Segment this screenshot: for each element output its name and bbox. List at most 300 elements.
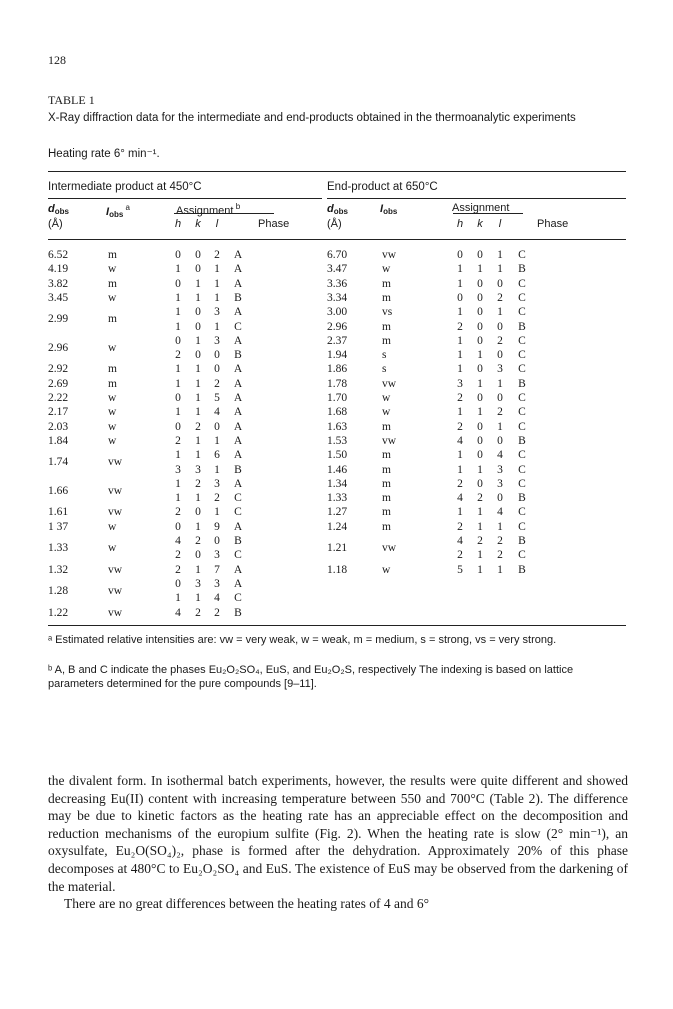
left-index-value: 1 (175, 263, 181, 276)
right-index-value: 1 (457, 506, 463, 519)
left-index-value: 1 (195, 434, 201, 447)
right-d-value: 1.86 (327, 363, 348, 376)
left-intensity-value: vw (108, 563, 123, 576)
left-index-value: 3 (214, 334, 220, 347)
right-intensity-value: m (382, 463, 391, 476)
d-unit: (Å) (48, 218, 63, 230)
left-index-value: 0 (214, 363, 220, 376)
i-superscript: a (123, 203, 130, 212)
right-d-value: 3.34 (327, 291, 348, 304)
right-phase-value: B (518, 492, 526, 505)
right-phase-value: C (518, 406, 526, 419)
left-phase-value: C (234, 492, 242, 505)
left-index-value: 1 (195, 363, 201, 376)
right-intensity-value: m (382, 277, 391, 290)
left-d-value: 1.61 (48, 506, 69, 519)
left-intensity-value: w (108, 291, 117, 304)
i-symbol: I (380, 203, 384, 215)
right-intensity-value: m (382, 506, 391, 519)
left-index-value: 3 (214, 549, 220, 562)
left-intensity-value: vw (108, 456, 123, 469)
left-intensity-value: vw (108, 585, 123, 598)
left-d-value: 1.74 (48, 456, 69, 469)
left-index-value: 4 (214, 406, 220, 419)
left-index-value: 3 (175, 463, 181, 476)
d-subscript: obs (54, 207, 69, 216)
right-intensity-value: s (382, 363, 387, 376)
right-index-value: 1 (497, 420, 503, 433)
right-index-value: 1 (497, 520, 503, 533)
right-intensity-value: vw (382, 434, 397, 447)
table-top-rule (48, 171, 626, 172)
right-index-value: 1 (457, 349, 463, 362)
left-index-value: 1 (195, 377, 201, 390)
left-index-value: 0 (175, 420, 181, 433)
right-phase-header: Phase (537, 218, 569, 230)
left-phase-value: C (234, 506, 242, 519)
left-phase-value: B (234, 463, 242, 476)
left-phase-value: B (234, 535, 242, 547)
right-index-value: 3 (497, 477, 503, 490)
right-index-value: 0 (477, 392, 483, 404)
left-d-value: 3.82 (48, 277, 69, 290)
footnote-b: ᵇ A, B and C indicate the phases Eu₂O₂SO₄, EuS, and Eu₂O₂S, respectively The indexing is based on lattice parameters determined for the pure compounds [9–11]. (48, 664, 574, 690)
left-intensity-value: vw (108, 484, 123, 497)
right-intensity-value: w (382, 406, 391, 419)
left-index-value: 3 (214, 477, 220, 490)
left-phase-value: A (233, 306, 243, 319)
right-phase-value: C (518, 477, 526, 490)
left-index-value: 1 (214, 277, 220, 290)
left-phase-value: B (234, 606, 242, 619)
left-index-value: 0 (214, 420, 220, 433)
left-index-value: 0 (195, 320, 201, 333)
right-index-value: 0 (477, 277, 483, 290)
left-intensity-value: m (108, 277, 117, 290)
left-d-value: 3.45 (48, 291, 69, 304)
left-index-value: 1 (195, 592, 201, 605)
left-d-header (48, 203, 69, 230)
left-phase-value: B (234, 349, 242, 362)
left-index-value: 1 (214, 463, 220, 476)
table-label: TABLE 1 (48, 93, 95, 107)
right-d-value: 3.47 (327, 263, 348, 276)
right-index-value: 2 (497, 535, 503, 547)
left-index-value: 0 (195, 549, 201, 562)
right-index-value: 3 (457, 377, 463, 390)
right-assignment-header: Assignment (452, 202, 510, 214)
right-index-value: 0 (457, 291, 463, 304)
left-index-value: 1 (195, 492, 201, 505)
right-index-value: 2 (497, 549, 503, 562)
left-index-value: 2 (214, 377, 220, 390)
right-index-value: 2 (457, 420, 463, 433)
left-intensity-value: w (108, 263, 117, 276)
left-index-value: 0 (195, 263, 201, 276)
right-index-value: 1 (477, 549, 483, 562)
left-index-value: 3 (195, 577, 201, 590)
right-d-value: 2.96 (327, 320, 348, 333)
left-d-value: 4.19 (48, 263, 69, 276)
right-index-value: 1 (457, 406, 463, 419)
table-caption: X-Ray diffraction data for the intermediate and end-products obtained in the thermoanalytic experiments (48, 112, 576, 124)
left-intensity-value: w (108, 542, 117, 555)
left-index-value: 1 (175, 363, 181, 376)
i-symbol: I (106, 206, 110, 218)
left-phase-value: A (233, 406, 243, 419)
left-index-value: 1 (195, 449, 201, 462)
left-index-value: 0 (175, 520, 181, 533)
left-index-value: 0 (195, 249, 201, 261)
left-phase-value: A (233, 249, 243, 261)
left-d-value: 2.92 (48, 363, 69, 376)
left-d-value: 1.28 (48, 585, 69, 598)
left-index-value: 1 (214, 506, 220, 519)
right-index-value: 0 (477, 291, 483, 304)
right-index-value: 1 (457, 277, 463, 290)
left-index-value: 1 (214, 320, 220, 333)
right-d-value: 1.78 (327, 377, 348, 390)
right-index-value: 0 (497, 277, 503, 290)
right-d-value: 1.34 (327, 477, 348, 490)
right-intensity-value: w (382, 392, 391, 404)
right-index-value: 4 (497, 506, 503, 519)
right-index-value: 1 (457, 306, 463, 319)
right-d-value: 1.33 (327, 492, 348, 505)
left-index-value: 2 (175, 549, 181, 562)
left-section-title: Intermediate product at 450°C (48, 181, 202, 193)
left-index-value: 2 (195, 535, 201, 547)
right-intensity-value: vs (382, 306, 393, 319)
assignment-superscript: b (233, 202, 241, 211)
left-index-value: 1 (175, 291, 181, 304)
left-intensity-value: m (108, 249, 117, 261)
right-index-value: 2 (457, 477, 463, 490)
left-intensity-value: w (108, 434, 117, 447)
left-phase-value: A (233, 392, 243, 404)
left-phase-value: A (233, 263, 243, 276)
left-index-value: 0 (175, 277, 181, 290)
d-unit: (Å) (327, 218, 342, 230)
right-phase-value: C (518, 420, 526, 433)
left-index-value: 3 (214, 577, 220, 590)
left-intensity-value: m (108, 377, 117, 390)
right-d-value: 1.27 (327, 506, 348, 519)
right-index-value: 0 (477, 363, 483, 376)
left-index-value: 1 (175, 592, 181, 605)
left-phase-value: A (233, 334, 243, 347)
right-intensity-value: m (382, 420, 391, 433)
right-intensity-value: m (382, 320, 391, 333)
left-index-value: 3 (214, 306, 220, 319)
i-subscript: obs (383, 207, 398, 216)
left-index-value: 1 (195, 520, 201, 533)
right-d-value: 1.18 (327, 563, 348, 576)
right-index-value: 2 (497, 334, 503, 347)
left-title-rule (48, 198, 322, 199)
left-phase-value: A (233, 520, 243, 533)
right-index-value: 1 (477, 263, 483, 276)
left-index-value: 1 (175, 449, 181, 462)
right-assignment-rule (453, 213, 523, 214)
left-index-value: 1 (175, 492, 181, 505)
left-index-value: 3 (195, 463, 201, 476)
right-phase-value: C (518, 291, 526, 304)
right-index-value: 0 (477, 320, 483, 333)
left-d-value: 1.22 (48, 606, 69, 619)
left-phase-value: A (233, 434, 243, 447)
left-intensity-value: w (108, 392, 117, 404)
left-d-value: 2.22 (48, 392, 69, 404)
left-index-value: 2 (195, 477, 201, 490)
right-index-value: 1 (477, 563, 483, 576)
left-d-value: 2.96 (48, 341, 69, 354)
left-index-value: 0 (214, 535, 220, 547)
right-index-value: 2 (457, 320, 463, 333)
left-index-value: 2 (214, 606, 220, 619)
right-index-value: 2 (497, 291, 503, 304)
right-index-value: 1 (477, 377, 483, 390)
right-d-value: 2.37 (327, 334, 348, 347)
left-phase-value: C (234, 320, 242, 333)
right-phase-value: C (518, 549, 526, 562)
left-index-value: 0 (175, 577, 181, 590)
left-index-value: 2 (175, 349, 181, 362)
right-phase-value: C (518, 463, 526, 476)
right-d-value: 3.36 (327, 277, 348, 290)
right-index-value: 1 (457, 263, 463, 276)
left-index-value: 0 (175, 392, 181, 404)
right-index-value: 1 (457, 334, 463, 347)
left-index-value: 2 (175, 563, 181, 576)
page-number: 128 (48, 53, 66, 67)
d-symbol: d (327, 203, 334, 215)
right-index-value: 1 (457, 363, 463, 376)
right-intensity-value: vw (382, 249, 397, 261)
right-phase-value: C (518, 349, 526, 362)
right-phase-value: C (518, 277, 526, 290)
right-intensity-value: vw (382, 377, 397, 390)
d-symbol: d (48, 203, 55, 215)
right-index-value: 1 (477, 406, 483, 419)
right-intensity-value: m (382, 449, 391, 462)
left-index-value: 0 (175, 334, 181, 347)
i-subscript: obs (109, 210, 124, 219)
d-subscript: obs (333, 207, 348, 216)
left-index-value: 0 (175, 249, 181, 261)
right-d-header (327, 203, 348, 230)
right-intensity-value: m (382, 492, 391, 505)
footnote-a: ᵃ Estimated relative intensities are: vw = very weak, w = weak, m = medium, s = strong, vs = very strong. (48, 634, 557, 646)
right-intensity-value: vw (382, 542, 397, 555)
right-title-rule (327, 198, 626, 199)
right-index-value: 1 (477, 506, 483, 519)
left-d-value: 1.33 (48, 542, 69, 555)
right-phase-value: C (518, 249, 526, 261)
right-index-value: 0 (477, 306, 483, 319)
left-phase-value: A (233, 563, 243, 576)
right-d-value: 1.46 (327, 463, 348, 476)
right-phase-value: C (518, 306, 526, 319)
right-index-value: 0 (457, 249, 463, 261)
left-l-header: l (215, 218, 219, 230)
left-index-value: 1 (175, 320, 181, 333)
right-phase-value: C (518, 392, 526, 404)
right-index-value: 0 (477, 477, 483, 490)
right-phase-value: B (518, 263, 526, 276)
right-index-value: 1 (497, 563, 503, 576)
left-index-value: 0 (195, 349, 201, 362)
left-index-value: 1 (175, 377, 181, 390)
right-phase-value: C (518, 449, 526, 462)
right-phase-value: B (518, 434, 526, 447)
right-index-value: 1 (477, 463, 483, 476)
right-index-value: 2 (457, 549, 463, 562)
right-phase-value: B (518, 377, 526, 390)
right-intensity-value: m (382, 334, 391, 347)
right-index-value: 0 (497, 320, 503, 333)
left-intensity-value: m (108, 363, 117, 376)
right-d-value: 1.94 (327, 349, 348, 362)
right-d-value: 1.50 (327, 449, 348, 462)
left-d-value: 2.99 (48, 313, 69, 326)
left-index-value: 4 (214, 592, 220, 605)
left-index-value: 2 (175, 434, 181, 447)
left-index-value: 1 (195, 334, 201, 347)
left-index-value: 5 (214, 392, 220, 404)
right-d-value: 1.68 (327, 406, 348, 419)
left-d-value: 6.52 (48, 249, 69, 261)
left-intensity-value: m (108, 313, 117, 326)
left-index-value: 2 (214, 249, 220, 261)
right-index-value: 1 (477, 349, 483, 362)
left-phase-value: A (233, 363, 243, 376)
left-assignment-rule (174, 213, 274, 214)
left-d-value: 1 37 (48, 520, 69, 533)
right-phase-value: C (518, 363, 526, 376)
left-phase-value: A (233, 277, 243, 290)
right-k-header: k (477, 218, 483, 230)
right-index-value: 0 (477, 449, 483, 462)
right-index-value: 1 (457, 449, 463, 462)
left-phase-value: A (233, 377, 243, 390)
right-section-title: End-product at 650°C (327, 181, 438, 193)
left-d-value: 2.03 (48, 420, 69, 433)
right-index-value: 0 (497, 349, 503, 362)
left-phase-value: A (233, 477, 243, 490)
right-index-value: 2 (497, 406, 503, 419)
right-intensity-value: w (382, 563, 391, 576)
left-index-value: 1 (195, 406, 201, 419)
right-intensity-value: w (382, 263, 391, 276)
right-index-value: 5 (457, 563, 463, 576)
heating-rate: Heating rate 6° min⁻¹. (48, 148, 160, 160)
left-intensity-value: vw (108, 506, 123, 519)
right-phase-value: B (518, 320, 526, 333)
right-intensity-value: m (382, 477, 391, 490)
left-phase-value: C (234, 549, 242, 562)
left-intensity-value: w (108, 406, 117, 419)
body-text (48, 772, 628, 913)
left-index-value: 2 (195, 420, 201, 433)
left-i-header (106, 203, 130, 219)
left-index-value: 1 (175, 477, 181, 490)
left-index-value: 4 (175, 606, 181, 619)
left-index-value: 1 (214, 291, 220, 304)
left-h-header: h (174, 218, 182, 230)
right-index-value: 0 (477, 434, 483, 447)
right-phase-value: C (518, 506, 526, 519)
right-phase-value: C (518, 334, 526, 347)
right-d-value: 1.21 (327, 542, 348, 555)
left-phase-value: A (233, 420, 243, 433)
left-index-value: 0 (195, 306, 201, 319)
left-d-value: 1.84 (48, 434, 69, 447)
right-index-value: 0 (477, 420, 483, 433)
right-index-value: 1 (457, 463, 463, 476)
left-index-value: 2 (195, 606, 201, 619)
right-index-value: 0 (497, 434, 503, 447)
paragraph-1: the divalent form. In isothermal batch experiments, however, the results were quite different and showed decreasing Eu(II) content with increasing temperature between 550 and 700°C (Table 2). The difference may be due to kinetic factors as the heating rate has an appreciable effect on the decomposition and reduction mechanisms of the europium sulfite (Fig. 2). When the heating rate is slow (2° min⁻¹), an oxysulfate, Eu₂O(SO₄)₂, phase is formed after the dehydration. Approximately 20% of this phase decomposes at 480°C to Eu₂O₂SO₄ and EuS. The existence of EuS may be observed from the darkening of the material. (48, 773, 628, 894)
right-index-value: 4 (457, 434, 463, 447)
left-index-value: 2 (175, 506, 181, 519)
right-i-header (380, 203, 397, 216)
left-index-value: 1 (214, 263, 220, 276)
left-d-value: 2.17 (48, 406, 69, 419)
right-index-value: 0 (497, 492, 503, 505)
right-l-header: l (498, 218, 502, 230)
right-index-value: 3 (497, 463, 503, 476)
left-d-value: 1.32 (48, 563, 69, 576)
right-index-value: 1 (477, 520, 483, 533)
right-phase-value: C (518, 520, 526, 533)
right-index-value: 2 (457, 392, 463, 404)
header-bottom-rule (48, 239, 626, 240)
left-phase-value: B (234, 291, 242, 304)
right-intensity-value: m (382, 291, 391, 304)
left-index-value: 7 (214, 563, 220, 576)
left-index-value: 9 (214, 520, 220, 533)
left-d-value: 2.69 (48, 377, 69, 390)
left-index-value: 1 (175, 306, 181, 319)
left-index-value: 1 (195, 563, 201, 576)
right-intensity-value: s (382, 349, 387, 362)
left-intensity-value: w (108, 520, 117, 533)
left-index-value: 1 (195, 392, 201, 404)
left-intensity-value: w (108, 341, 117, 354)
right-intensity-value: m (382, 520, 391, 533)
right-index-value: 1 (497, 249, 503, 261)
right-index-value: 0 (477, 249, 483, 261)
left-d-value: 1.66 (48, 484, 69, 497)
right-phase-value: B (518, 535, 526, 547)
left-intensity-value: w (108, 420, 117, 433)
left-index-value: 1 (214, 434, 220, 447)
right-d-value: 1.70 (327, 392, 348, 404)
right-d-value: 3.00 (327, 306, 348, 319)
right-index-value: 4 (457, 492, 463, 505)
right-index-value: 4 (497, 449, 503, 462)
left-assignment-header (176, 202, 240, 217)
left-phase-value: A (233, 449, 243, 462)
right-index-value: 3 (497, 363, 503, 376)
left-index-value: 6 (214, 449, 220, 462)
left-phase-header: Phase (258, 218, 290, 230)
right-index-value: 2 (477, 492, 483, 505)
left-index-value: 0 (195, 506, 201, 519)
right-index-value: 0 (477, 334, 483, 347)
right-index-value: 1 (497, 306, 503, 319)
